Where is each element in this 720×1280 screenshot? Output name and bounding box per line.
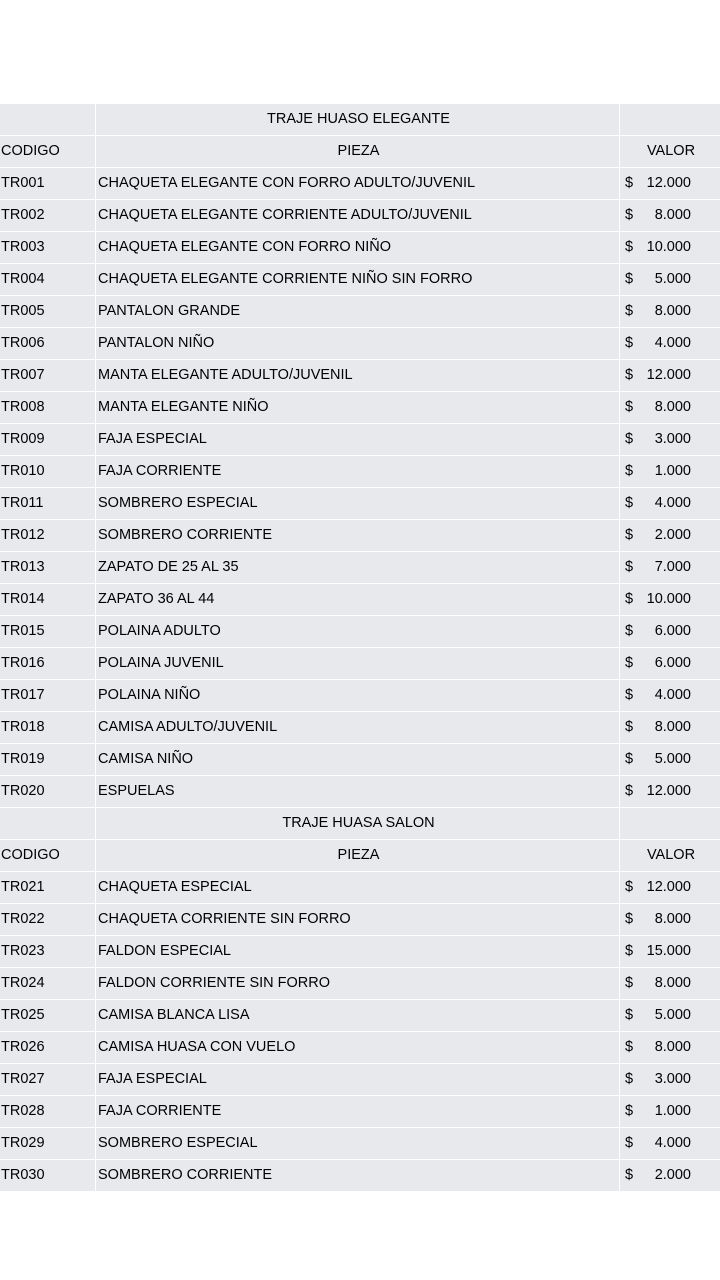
currency-symbol: $ (625, 591, 634, 607)
column-header-row (0, 840, 720, 872)
currency-symbol: $ (625, 303, 634, 319)
table-row (0, 200, 720, 232)
item-amount: 7.000 (654, 559, 691, 575)
table-row (0, 904, 720, 936)
item-amount: 4.000 (654, 335, 691, 351)
header-pieza: PIEZA (96, 136, 620, 167)
item-amount: 4.000 (654, 495, 691, 511)
item-amount: 8.000 (654, 975, 691, 991)
table-row (0, 232, 720, 264)
item-piece: SOMBRERO CORRIENTE (96, 520, 620, 551)
currency-symbol: $ (625, 623, 634, 639)
empty-cell (620, 104, 720, 135)
item-piece: MANTA ELEGANTE ADULTO/JUVENIL (96, 360, 620, 391)
item-value (620, 200, 720, 231)
item-code: TR022 (0, 904, 96, 935)
item-value (620, 1160, 720, 1191)
item-code: TR009 (0, 424, 96, 455)
currency-symbol: $ (625, 911, 634, 927)
item-amount: 8.000 (654, 207, 691, 223)
item-amount: 4.000 (654, 1135, 691, 1151)
currency-symbol: $ (625, 431, 634, 447)
section-title: TRAJE HUASO ELEGANTE (96, 104, 620, 135)
item-piece: CAMISA HUASA CON VUELO (96, 1032, 620, 1063)
item-code: TR004 (0, 264, 96, 295)
item-code: TR025 (0, 1000, 96, 1031)
item-amount: 10.000 (646, 239, 691, 255)
item-value (620, 360, 720, 391)
currency-symbol: $ (625, 687, 634, 703)
item-value (620, 968, 720, 999)
item-value (620, 712, 720, 743)
item-code: TR012 (0, 520, 96, 551)
item-amount: 5.000 (654, 1007, 691, 1023)
item-code: TR028 (0, 1096, 96, 1127)
item-piece: CAMISA BLANCA LISA (96, 1000, 620, 1031)
item-value (620, 520, 720, 551)
item-amount: 6.000 (654, 623, 691, 639)
item-value (620, 584, 720, 615)
currency-symbol: $ (625, 207, 634, 223)
item-value (620, 392, 720, 423)
item-amount: 12.000 (646, 879, 691, 895)
item-value (620, 296, 720, 327)
item-value (620, 424, 720, 455)
item-code: TR018 (0, 712, 96, 743)
item-piece: FAJA ESPECIAL (96, 424, 620, 455)
item-code: TR013 (0, 552, 96, 583)
table-row (0, 264, 720, 296)
item-amount: 6.000 (654, 655, 691, 671)
column-header-row (0, 136, 720, 168)
item-code: TR010 (0, 456, 96, 487)
table-row (0, 1096, 720, 1128)
item-value (620, 1000, 720, 1031)
currency-symbol: $ (625, 719, 634, 735)
item-piece: CAMISA NIÑO (96, 744, 620, 775)
currency-symbol: $ (625, 975, 634, 991)
item-value (620, 1032, 720, 1063)
table-row (0, 744, 720, 776)
header-codigo: CODIGO (0, 136, 96, 167)
item-amount: 3.000 (654, 1071, 691, 1087)
table-row (0, 168, 720, 200)
item-amount: 1.000 (654, 1103, 691, 1119)
item-piece: CHAQUETA ELEGANTE CON FORRO NIÑO (96, 232, 620, 263)
item-piece: ESPUELAS (96, 776, 620, 807)
currency-symbol: $ (625, 783, 634, 799)
table-row (0, 360, 720, 392)
item-code: TR008 (0, 392, 96, 423)
item-amount: 8.000 (654, 303, 691, 319)
item-code: TR029 (0, 1128, 96, 1159)
item-amount: 15.000 (646, 943, 691, 959)
item-amount: 8.000 (654, 719, 691, 735)
item-piece: FAJA CORRIENTE (96, 456, 620, 487)
item-piece: SOMBRERO ESPECIAL (96, 1128, 620, 1159)
header-codigo: CODIGO (0, 840, 96, 871)
item-code: TR011 (0, 488, 96, 519)
header-pieza: PIEZA (96, 840, 620, 871)
item-piece: POLAINA ADULTO (96, 616, 620, 647)
item-value (620, 264, 720, 295)
item-piece: FAJA CORRIENTE (96, 1096, 620, 1127)
item-piece: MANTA ELEGANTE NIÑO (96, 392, 620, 423)
currency-symbol: $ (625, 175, 634, 191)
table-row (0, 616, 720, 648)
item-amount: 12.000 (646, 783, 691, 799)
item-code: TR014 (0, 584, 96, 615)
item-piece: CHAQUETA CORRIENTE SIN FORRO (96, 904, 620, 935)
currency-symbol: $ (625, 1135, 634, 1151)
currency-symbol: $ (625, 1071, 634, 1087)
item-value (620, 1096, 720, 1127)
table-row (0, 392, 720, 424)
item-amount: 4.000 (654, 687, 691, 703)
item-code: TR027 (0, 1064, 96, 1095)
item-piece: CHAQUETA ELEGANTE CORRIENTE NIÑO SIN FORRO (96, 264, 620, 295)
item-value (620, 552, 720, 583)
currency-symbol: $ (625, 239, 634, 255)
table-row (0, 328, 720, 360)
item-value (620, 1128, 720, 1159)
table-row (0, 520, 720, 552)
table-row (0, 488, 720, 520)
item-value (620, 776, 720, 807)
item-piece: FALDON ESPECIAL (96, 936, 620, 967)
item-value (620, 456, 720, 487)
item-code: TR005 (0, 296, 96, 327)
item-amount: 12.000 (646, 175, 691, 191)
item-value (620, 232, 720, 263)
item-code: TR021 (0, 872, 96, 903)
item-piece: ZAPATO 36 AL 44 (96, 584, 620, 615)
currency-symbol: $ (625, 527, 634, 543)
table-row (0, 680, 720, 712)
item-amount: 12.000 (646, 367, 691, 383)
table-row (0, 936, 720, 968)
item-piece: ZAPATO DE 25 AL 35 (96, 552, 620, 583)
item-value (620, 488, 720, 519)
item-amount: 3.000 (654, 431, 691, 447)
currency-symbol: $ (625, 559, 634, 575)
item-code: TR007 (0, 360, 96, 391)
item-code: TR030 (0, 1160, 96, 1191)
item-piece: CHAQUETA ELEGANTE CORRIENTE ADULTO/JUVENIL (96, 200, 620, 231)
currency-symbol: $ (625, 495, 634, 511)
table-row (0, 776, 720, 808)
currency-symbol: $ (625, 1167, 634, 1183)
table-row (0, 584, 720, 616)
currency-symbol: $ (625, 751, 634, 767)
item-value (620, 680, 720, 711)
item-piece: SOMBRERO CORRIENTE (96, 1160, 620, 1191)
table-row (0, 552, 720, 584)
item-value (620, 328, 720, 359)
table-row (0, 456, 720, 488)
item-value (620, 168, 720, 199)
item-amount: 8.000 (654, 1039, 691, 1055)
item-value (620, 648, 720, 679)
item-code: TR015 (0, 616, 96, 647)
currency-symbol: $ (625, 1039, 634, 1055)
table-row (0, 1160, 720, 1192)
currency-symbol: $ (625, 335, 634, 351)
empty-cell (0, 808, 96, 839)
item-piece: CAMISA ADULTO/JUVENIL (96, 712, 620, 743)
item-piece: POLAINA NIÑO (96, 680, 620, 711)
item-amount: 5.000 (654, 751, 691, 767)
item-amount: 10.000 (646, 591, 691, 607)
item-amount: 1.000 (654, 463, 691, 479)
currency-symbol: $ (625, 1103, 634, 1119)
header-valor: VALOR (646, 143, 696, 159)
empty-cell (0, 104, 96, 135)
table-row (0, 968, 720, 1000)
price-table (0, 104, 720, 1192)
currency-symbol: $ (625, 943, 634, 959)
item-piece: SOMBRERO ESPECIAL (96, 488, 620, 519)
table-row (0, 1032, 720, 1064)
table-row (0, 1064, 720, 1096)
item-code: TR026 (0, 1032, 96, 1063)
table-row (0, 1128, 720, 1160)
currency-symbol: $ (625, 463, 634, 479)
item-piece: FAJA ESPECIAL (96, 1064, 620, 1095)
item-code: TR024 (0, 968, 96, 999)
currency-symbol: $ (625, 399, 634, 415)
item-value (620, 872, 720, 903)
item-code: TR003 (0, 232, 96, 263)
item-piece: FALDON CORRIENTE SIN FORRO (96, 968, 620, 999)
table-row (0, 872, 720, 904)
item-value (620, 616, 720, 647)
table-row (0, 424, 720, 456)
section-title-row (0, 808, 720, 840)
item-piece: CHAQUETA ESPECIAL (96, 872, 620, 903)
table-row (0, 648, 720, 680)
item-amount: 2.000 (654, 1167, 691, 1183)
item-value (620, 904, 720, 935)
item-code: TR019 (0, 744, 96, 775)
currency-symbol: $ (625, 1007, 634, 1023)
table-row (0, 1000, 720, 1032)
item-amount: 8.000 (654, 399, 691, 415)
item-amount: 5.000 (654, 271, 691, 287)
item-value (620, 1064, 720, 1095)
item-code: TR006 (0, 328, 96, 359)
item-piece: POLAINA JUVENIL (96, 648, 620, 679)
item-value (620, 744, 720, 775)
item-code: TR002 (0, 200, 96, 231)
item-piece: CHAQUETA ELEGANTE CON FORRO ADULTO/JUVENIL (96, 168, 620, 199)
item-piece: PANTALON NIÑO (96, 328, 620, 359)
item-piece: PANTALON GRANDE (96, 296, 620, 327)
item-amount: 2.000 (654, 527, 691, 543)
section-title: TRAJE HUASA SALON (96, 808, 620, 839)
item-code: TR001 (0, 168, 96, 199)
table-row (0, 296, 720, 328)
currency-symbol: $ (625, 655, 634, 671)
empty-cell (620, 808, 720, 839)
table-row (0, 712, 720, 744)
section-title-row (0, 104, 720, 136)
item-code: TR020 (0, 776, 96, 807)
item-amount: 8.000 (654, 911, 691, 927)
header-valor: VALOR (646, 847, 696, 863)
currency-symbol: $ (625, 367, 634, 383)
item-value (620, 936, 720, 967)
currency-symbol: $ (625, 271, 634, 287)
item-code: TR017 (0, 680, 96, 711)
item-code: TR023 (0, 936, 96, 967)
item-code: TR016 (0, 648, 96, 679)
currency-symbol: $ (625, 879, 634, 895)
